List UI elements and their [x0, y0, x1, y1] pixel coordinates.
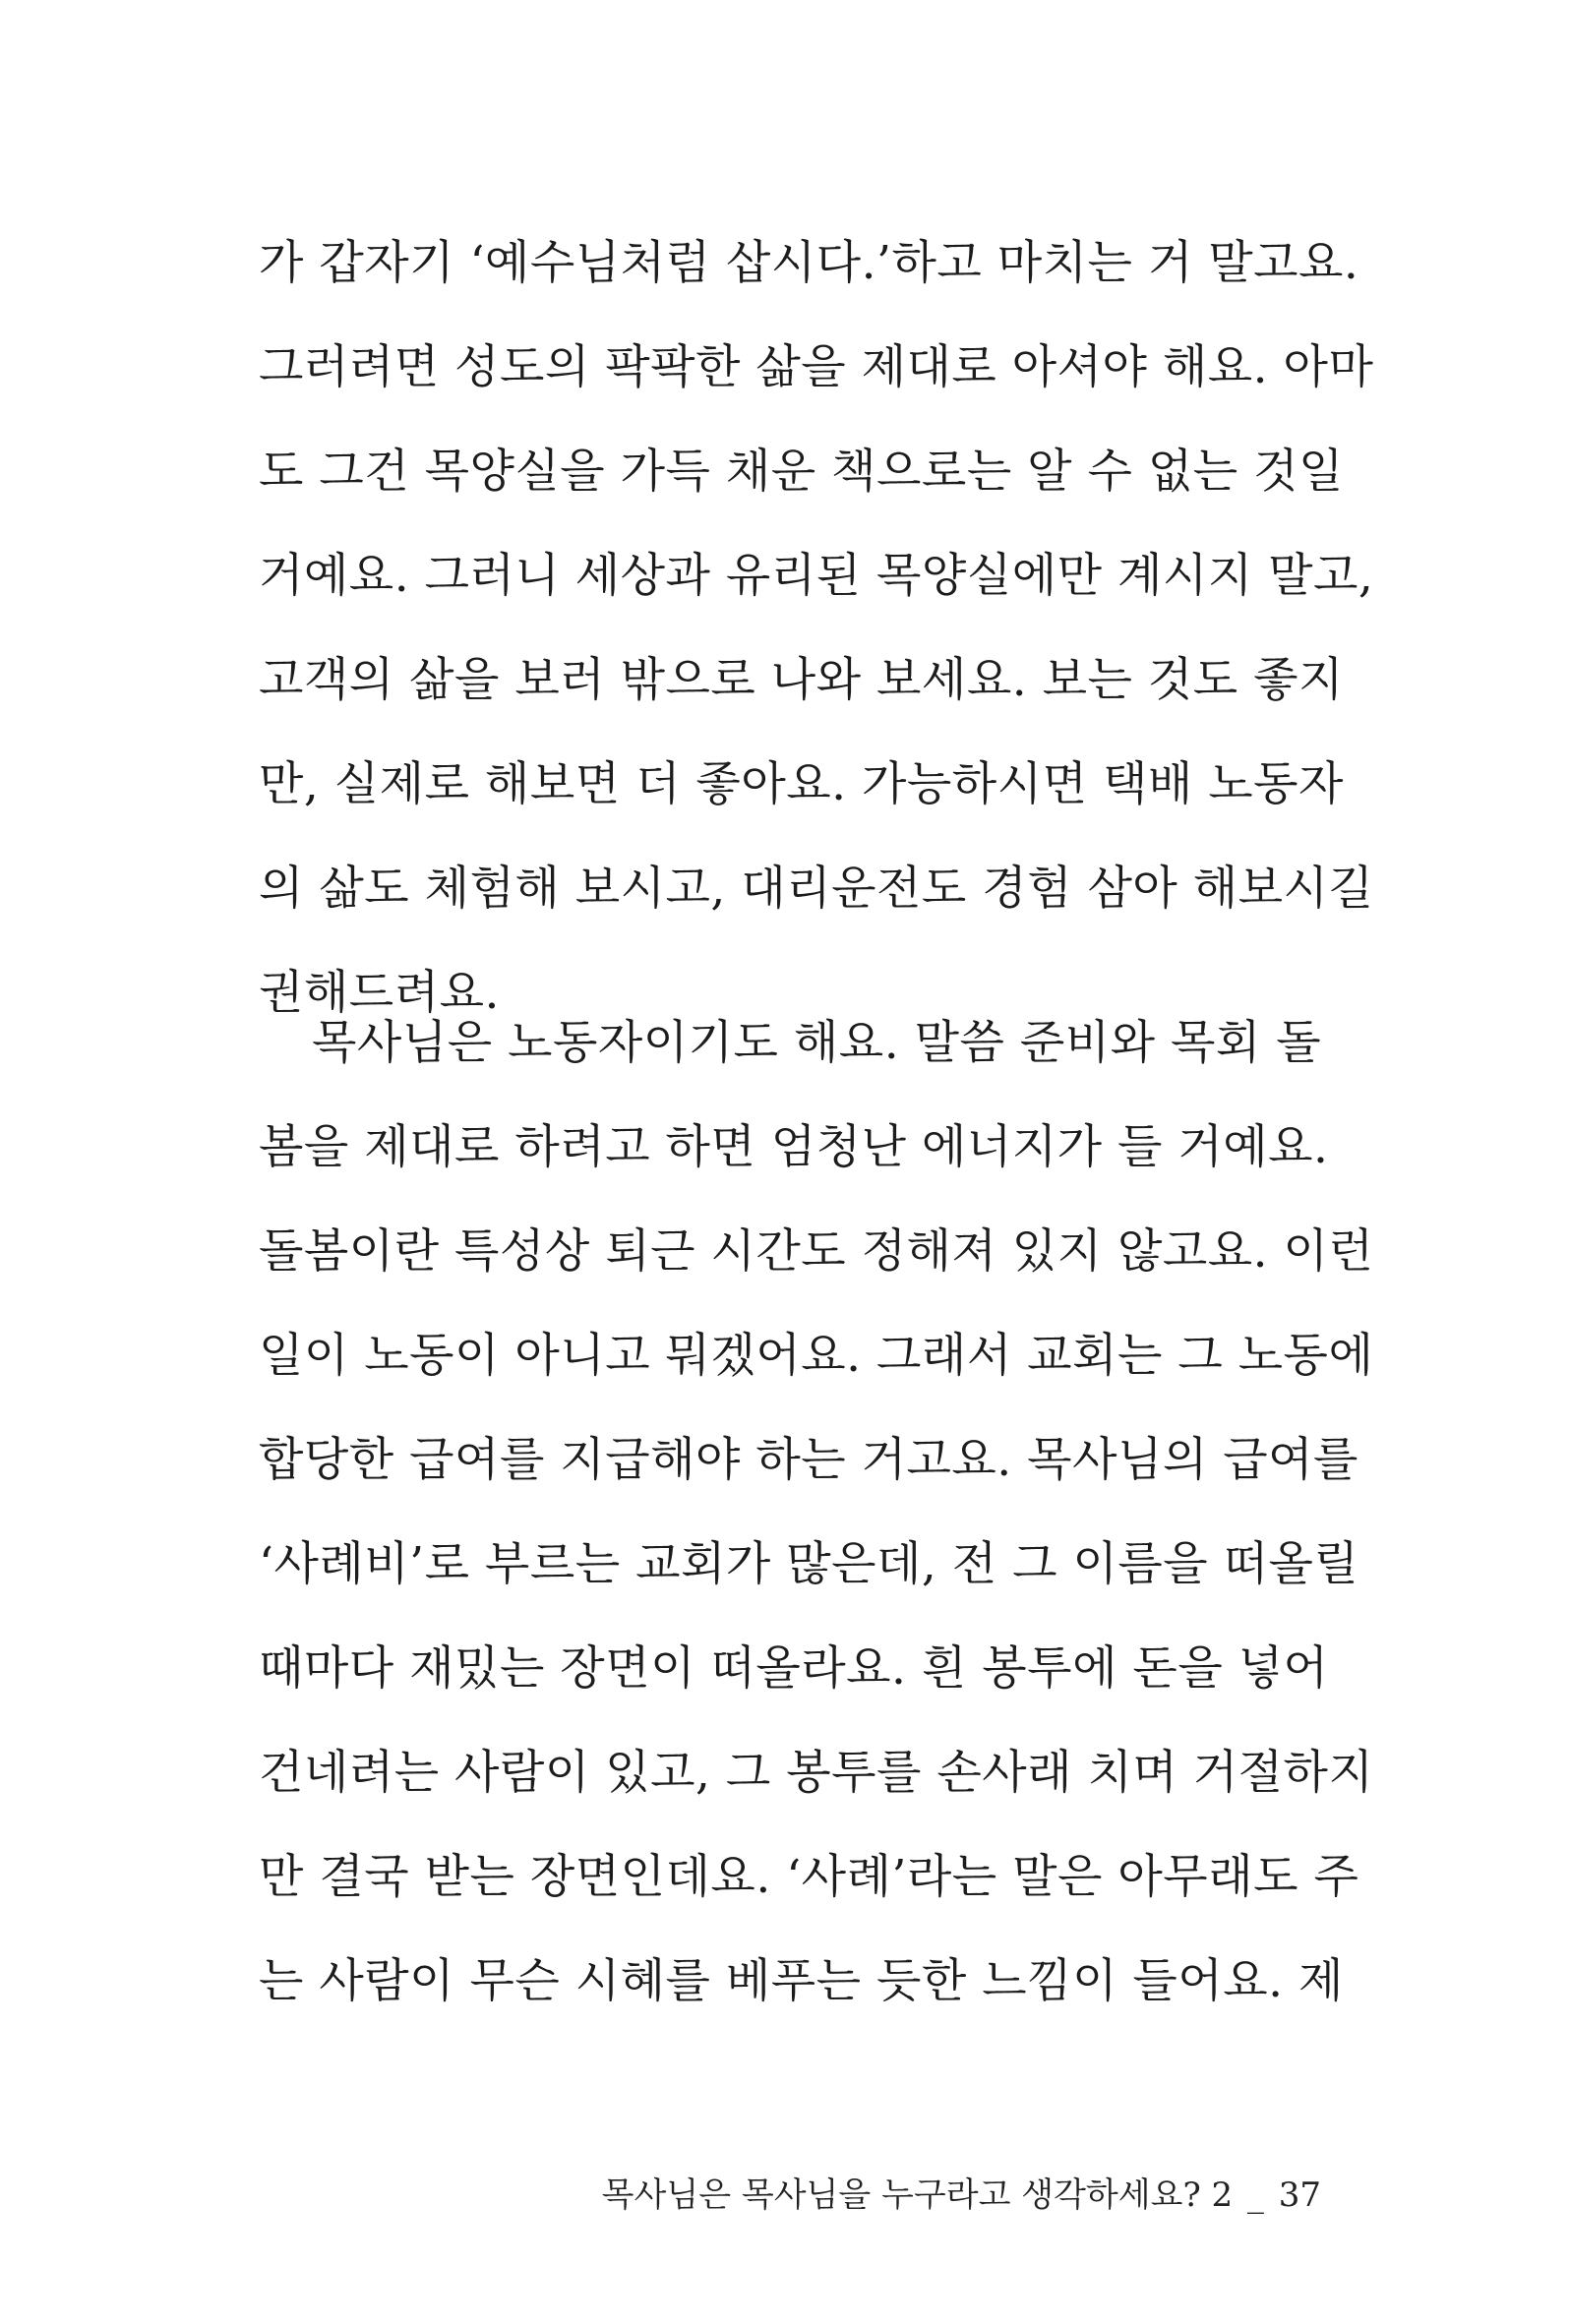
text-line: 합당한 급여를 지급해야 하는 거고요. 목사님의 급여를 — [259, 1433, 1358, 1487]
paragraph-1 — [259, 211, 1374, 1045]
page-footer — [602, 2175, 1321, 2215]
text-line: 일이 노동이 아니고 뭐겠어요. 그래서 교회는 그 노동에 — [259, 1329, 1374, 1383]
text-line: 권해드려요. — [259, 966, 500, 1020]
paragraph-2 — [259, 991, 1374, 2034]
text-line: 봄을 제대로 하려고 하면 엄청난 에너지가 들 거예요. — [259, 1120, 1329, 1174]
text-line: 때마다 재밌는 장면이 떠올라요. 흰 봉투에 돈을 넣어 — [259, 1641, 1329, 1696]
footer-separator: _ — [1246, 2175, 1264, 2215]
text-line: 그러려면 성도의 팍팍한 삶을 제대로 아셔야 해요. 아마 — [259, 340, 1374, 394]
text-line: 고객의 삶을 보러 밖으로 나와 보세요. 보는 것도 좋지 — [259, 653, 1344, 707]
text-line: 의 삶도 체험해 보시고, 대리운전도 경험 삼아 해보시길 — [259, 862, 1374, 916]
running-title: 목사님은 목사님을 누구라고 생각하세요? 2 — [601, 2175, 1234, 2215]
text-line: 만, 실제로 해보면 더 좋아요. 가능하시면 택배 노동자 — [259, 757, 1344, 811]
text-line: ‘사례비’로 부르는 교회가 많은데, 전 그 이름을 떠올릴 — [259, 1537, 1359, 1591]
text-line: 가 갑자기 ‘예수님처럼 삽시다.’하고 마치는 거 말고요. — [259, 236, 1359, 290]
text-line: 거예요. 그러니 세상과 유리된 목양실에만 계시지 말고, — [259, 549, 1374, 603]
text-line: 건네려는 사람이 있고, 그 봉투를 손사래 치며 거절하지 — [259, 1746, 1374, 1800]
page-number: 37 — [1278, 2175, 1321, 2215]
text-line: 만 결국 받는 장면인데요. ‘사례’라는 말은 아무래도 주 — [259, 1850, 1359, 1904]
text-line: 돌봄이란 특성상 퇴근 시간도 정해져 있지 않고요. 이런 — [259, 1224, 1374, 1279]
text-line: 목사님은 노동자이기도 해요. 말씀 준비와 목회 돌 — [312, 1016, 1322, 1070]
text-line: 도 그건 목양실을 가득 채운 책으로는 알 수 없는 것일 — [259, 445, 1344, 499]
text-line: 는 사람이 무슨 시혜를 베푸는 듯한 느낌이 들어요. 제 — [259, 1954, 1344, 2008]
